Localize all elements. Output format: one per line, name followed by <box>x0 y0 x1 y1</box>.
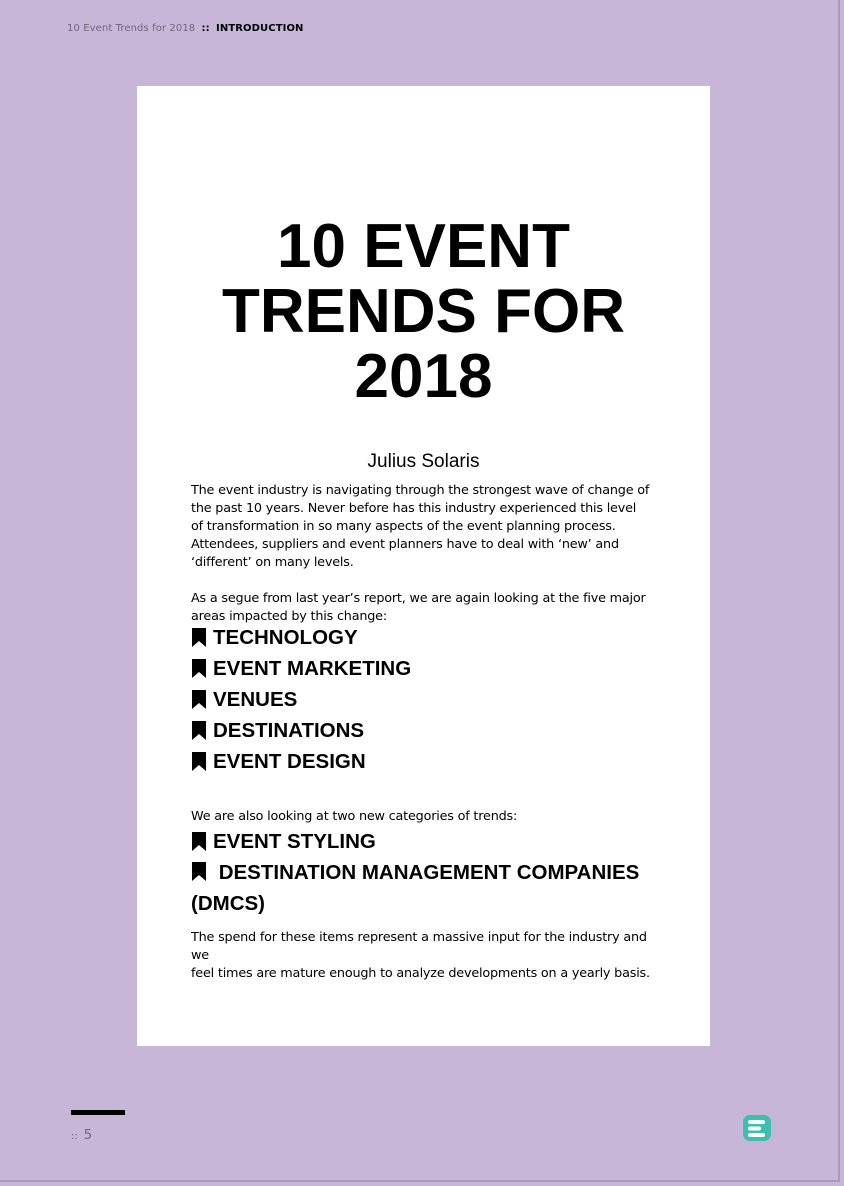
bookmark-icon <box>191 832 207 851</box>
new-categories-intro: We are also looking at two new categories of trends: <box>191 809 518 824</box>
list-item <box>191 653 661 684</box>
intro-line: ‘different’ on many levels. <box>191 555 354 570</box>
list-item <box>191 715 661 746</box>
intro-line: the past 10 years. Never before has this industry experienced this level <box>191 501 637 516</box>
running-header <box>67 23 304 34</box>
list-item-label: DESTINATIONS <box>213 719 365 742</box>
footer-rule <box>71 1110 125 1115</box>
title-line: TRENDS FOR <box>222 277 625 346</box>
intro-line: of transformation in so many aspects of the event planning process. <box>191 519 616 534</box>
bookmark-icon <box>191 721 207 740</box>
list-item <box>191 857 661 919</box>
bookmark-icon <box>191 628 207 647</box>
page-number-value: 5 <box>83 1128 93 1143</box>
closing-line: feel times are mature enough to analyze developments on a yearly basis. <box>191 966 650 981</box>
segue-line: As a segue from last year’s report, we are again looking at the five major <box>191 591 646 606</box>
bookmark-icon <box>191 862 207 881</box>
intro-line: The event industry is navigating through the strongest wave of change of <box>191 483 650 498</box>
bookmark-icon <box>191 659 207 678</box>
author-name: Julius Solaris <box>367 451 480 472</box>
body-content <box>191 482 661 983</box>
title-line: 10 EVENT <box>277 212 570 281</box>
intro-line: Attendees, suppliers and event planners have to deal with ‘new’ and <box>191 537 619 552</box>
major-areas-list <box>191 622 661 777</box>
list-item <box>191 622 661 653</box>
list-item <box>191 826 661 857</box>
page-number <box>71 1128 92 1143</box>
brand-logo-icon <box>741 1112 773 1144</box>
header-doc-title: 10 Event Trends for 2018 <box>67 23 196 34</box>
list-item-label: EVENT STYLING <box>213 830 376 853</box>
list-item-label: VENUES <box>213 688 298 711</box>
list-item-label: EVENT MARKETING <box>213 657 412 680</box>
new-categories-list <box>191 826 661 919</box>
list-item <box>191 684 661 715</box>
header-section: INTRODUCTION <box>216 23 304 34</box>
list-item-label: DESTINATION MANAGEMENT COMPANIES (DMCS) <box>191 861 640 915</box>
closing-line: The spend for these items represent a massive input for the industry and we <box>191 930 647 963</box>
list-item <box>191 746 661 777</box>
list-item-label: EVENT DESIGN <box>213 750 366 773</box>
page-number-prefix: :: <box>71 1131 78 1142</box>
segue-line: areas impacted by this change: <box>191 609 387 624</box>
bookmark-icon <box>191 690 207 709</box>
page-title <box>137 214 710 409</box>
bookmark-icon <box>191 752 207 771</box>
list-item-label: TECHNOLOGY <box>213 626 358 649</box>
header-separator: :: <box>201 23 210 34</box>
segue-paragraph <box>191 590 661 626</box>
closing-paragraph <box>191 929 661 983</box>
title-line: 2018 <box>354 342 493 411</box>
intro-paragraph <box>191 482 661 572</box>
